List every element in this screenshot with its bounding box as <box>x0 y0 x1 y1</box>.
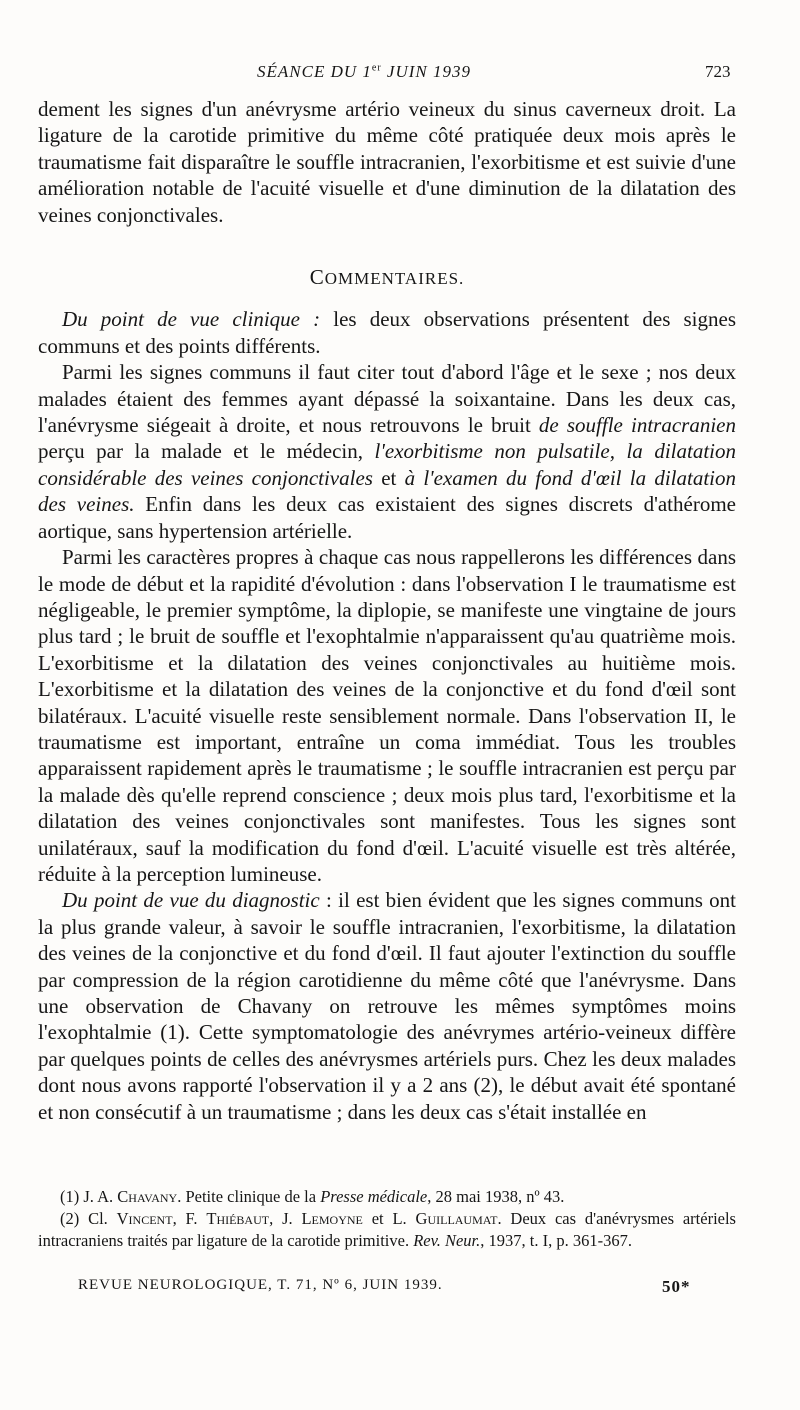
footnote-1: (1) J. A. Chavany. Petite clinique de la Presse médicale, 28 mai 1938, nº 43. <box>60 1187 565 1206</box>
paragraph-clinical: Du point de vue clinique : les deux observations présentent des signes communs et des points différents. <box>38 307 736 358</box>
opening-paragraph: dement les signes d'un anévrysme artério veineux du sinus caverneux droit. La ligature de la carotide primitive du même côté pratiquée deux mois après le traumatisme fait disparaître le souffle intracranien, l'exorbitisme et est suivie d'une amélioration notable de l'acuité visuelle et d'une diminution de la dilatation des veines conjonctivales. <box>38 97 736 227</box>
signature-mark: 50* <box>662 1277 691 1296</box>
paragraph-common-signs: Parmi les signes communs il faut citer tout d'abord l'âge et le sexe ; nos deux malades étaient des femmes ayant dépassé la soixantaine. Dans les deux cas, l'anévrysme siégeait à droite, et nous retrouvons le bruit de souffle intracranien perçu par la malade et le médecin, l'exorbitisme non pulsatile, la dilatation considérable des veines conjonctivales et à l'examen du fond d'œil la dilatation des veines. Enfin dans les deux cas existaient des signes discrets d'athérome aortique, sans hypertension artérielle. <box>38 360 736 543</box>
footnotes <box>38 1186 736 1252</box>
footnote-2: (2) Cl. Vincent, F. Thiébaut, J. Lemoyne et L. Guillaumat. Deux cas d'anévrysmes artériels intracraniens traités par ligature de la carotide primitive. Rev. Neur., 1937, t. I, p. 361-367. <box>38 1209 736 1250</box>
journal-reference: REVUE NEUROLOGIQUE, T. 71, Nº 6, JUIN 1939. <box>78 1277 443 1293</box>
paragraph-differences: Parmi les caractères propres à chaque cas nous rappellerons les différences dans le mode de début et la rapidité d'évolution : dans l'observation I le traumatisme est négligeable, le premier symptôme, la diplopie, se manifeste une vingtaine de jours plus tard ; le bruit de souffle et l'exophtalmie n'apparaissent qu'au quatrième mois. L'exorbitisme et la dilatation des veines conjonctivales au huitième mois. L'exorbitisme et la dilatation des veines de la conjonctive et du fond d'œil sont bilatéraux. L'acuité visuelle reste sensiblement normale. Dans l'observation II, le traumatisme est important, entraîne un coma immédiat. Tous les troubles apparaissent rapidement après le traumatisme ; le souffle intracranien est perçu par la malade dès qu'elle reprend conscience ; deux mois plus tard, l'exorbitisme et la dilatation des veines conjonctivales sont manifestes. Tous les signes sont unilatéraux, sauf la modification du fond d'œil. L'acuité visuelle est très altérée, réduite à la perception lumineuse. <box>38 545 736 886</box>
paragraph-diagnosis: Du point de vue du diagnostic : il est bien évident que les signes communs ont la plus grande valeur, à savoir le souffle intracranien, l'exorbitisme, la dilatation des veines de la conjonctive et du fond d'œil. Il faut ajouter l'extinction du souffle par compression de la région carotidienne du même côté que l'anévrysme. Dans une observation de Chavany on retrouve les mêmes symptômes moins l'exophtalmie (1). Cette symptomatologie des anévrymes artério-veineux diffère par quelques points de celles des anévrysmes artériels purs. Chez les deux malades dont nous avons rapporté l'observation il y a 2 ans (2), le début avait été spontané et non consécutif à un traumatisme ; dans les deux cas s'était installée en <box>38 888 736 1124</box>
journal-signature-line <box>78 1277 718 1294</box>
running-head <box>0 58 800 90</box>
running-head-title: SÉANCE DU 1er JUIN 1939 <box>257 62 471 81</box>
section-heading: COMMENTAIRES. <box>309 265 465 290</box>
body-text <box>38 96 736 1125</box>
diagnosis-label: Du point de vue du diagnostic <box>62 888 320 913</box>
page-number: 723 <box>705 62 731 81</box>
clinical-label: Du point de vue clinique : <box>62 307 321 332</box>
